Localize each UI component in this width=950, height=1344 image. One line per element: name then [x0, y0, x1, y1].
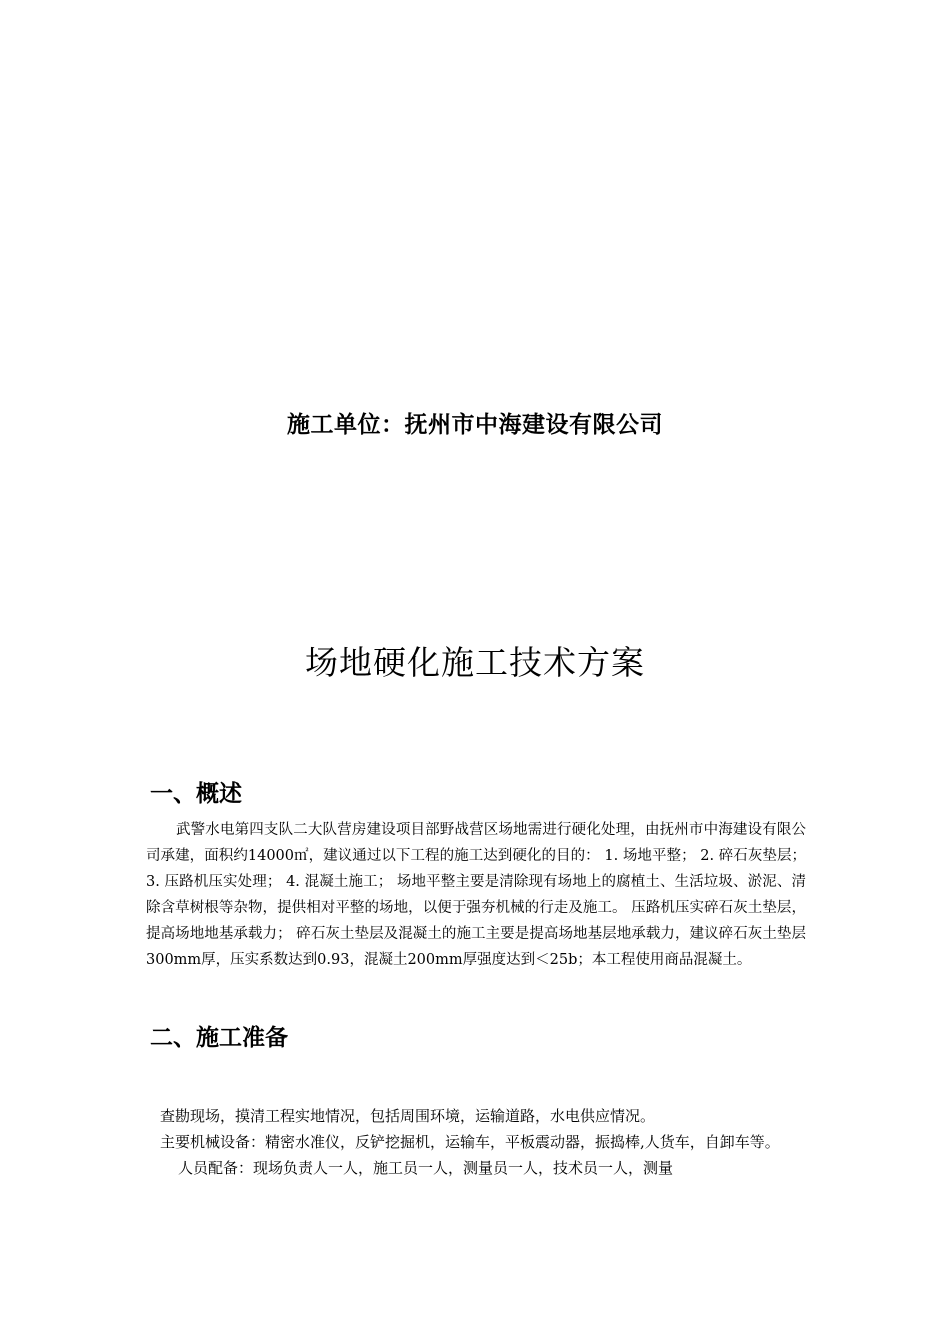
document-title: 场地硬化施工技术方案 — [305, 643, 645, 682]
preparation-line-equipment: 主要机械设备：精密水准仪，反铲挖掘机，运输车，平板震动器，振捣棒,人货车，自卸车等。 — [160, 1133, 780, 1151]
section-heading-preparation: 二、施工准备 — [150, 1025, 288, 1051]
preparation-body — [146, 1103, 806, 1181]
preparation-line-staffing: 人员配备：现场负责人一人，施工员一人，测量员一人，技术员一人，测量 — [178, 1159, 674, 1177]
section-heading-overview: 一、概述 — [150, 781, 242, 807]
preparation-line-site-survey: 查勘现场，摸清工程实地情况，包括周围环境，运输道路，水电供应情况。 — [160, 1107, 656, 1125]
overview-paragraph: 武警水电第四支队二大队营房建设项目部野战营区场地需进行硬化处理，由抚州市中海建设有限公司承建，面积约14000㎡，建议通过以下工程的施工达到硬化的目的： 1. 场地平整； 2. 碎石灰垫层； 3. 压路机压实处理； 4. 混凝土施工； 场地平整主要是清除现有场地上的腐植土、生活垃圾、淤泥、清除含草树根等杂物，提供相对平整的场地，以便于强夯机械的行走及施工。 压路机压实碎石灰土垫层，提高场地地基承载力； 碎石灰土垫层及混凝土的施工主要是提高场地基层地承载力，建议碎石灰土垫层 300mm厚，压实系数达到0.93，混凝土200mm厚强度达到＜25b；本工程使用商品混凝土。 — [146, 822, 806, 968]
construction-unit-line: 施工单位：抚州市中海建设有限公司 — [287, 412, 663, 438]
